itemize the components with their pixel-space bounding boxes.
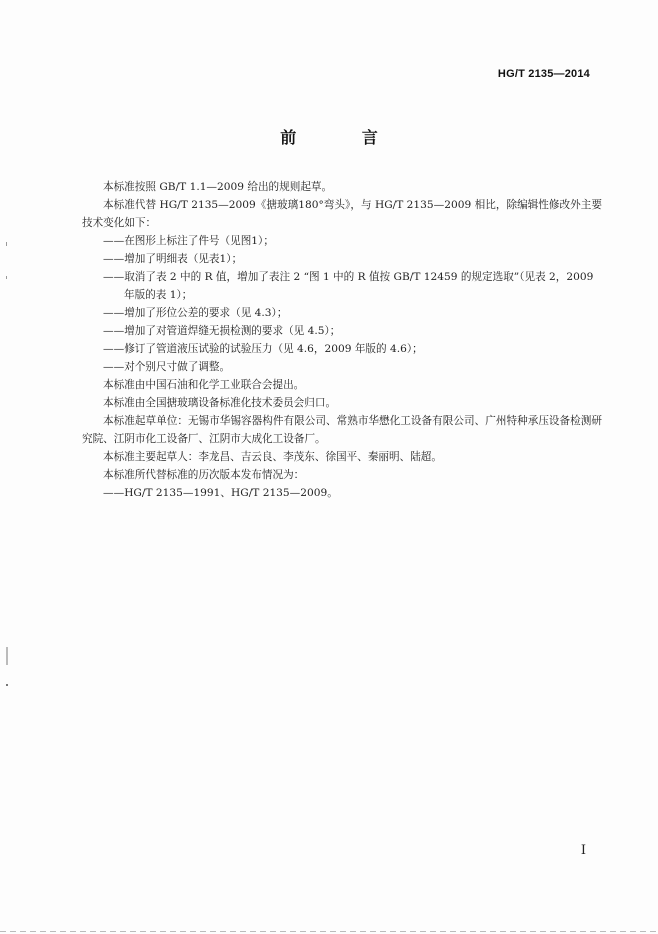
paragraph-version-history: 本标准所代替标准的历次版本发布情况为：	[103, 469, 305, 481]
history-item: ——HG/T 2135—1991、HG/T 2135—2009。	[103, 487, 338, 499]
change-item: ——增加了形位公差的要求（见 4.3）；	[103, 307, 288, 319]
paragraph-drafters: 本标准主要起草人：李龙昌、吉云良、李茂东、徐国平、秦丽明、陆超。	[103, 451, 442, 463]
standard-code: HG/T 2135—2014	[497, 68, 590, 80]
paragraph-drafting-units: 本标准起草单位：无锡市华锡容器构件有限公司、常熟市华懋化工设备有限公司、广州特种承压设备检测研究院、江阴市化工设备厂、江阴市大成化工设备厂。	[82, 415, 602, 445]
scan-artifact	[6, 242, 7, 246]
change-item: ——增加了明细表（见表1）；	[103, 253, 243, 265]
scan-artifact	[6, 684, 8, 686]
paragraph-proposed-by: 本标准由中国石油和化学工业联合会提出。	[103, 379, 305, 391]
change-item: ——增加了对管道焊缝无损检测的要求（见 4.5）；	[103, 325, 341, 337]
scan-artifact	[6, 276, 7, 279]
change-item: ——修订了管道液压试验的试验压力（见 4.6，2009 年版的 4.6）；	[103, 343, 423, 355]
change-item: ——取消了表 2 中的 R 值，增加了表注 2 “图 1 中的 R 值按 GB/T 12459 的规定选取”（见表 2，2009 年版的表 1）；	[103, 271, 594, 301]
page-bottom-edge	[0, 931, 658, 932]
scan-artifact	[6, 647, 8, 665]
change-item: ——在图形上标注了件号（见图1）；	[103, 235, 274, 247]
page-number: I	[580, 843, 586, 858]
change-item: ——对个别尺寸做了调整。	[103, 361, 231, 373]
paragraph-drafting-rules: 本标准按照 GB/T 1.1—2009 给出的规则起草。	[103, 181, 333, 193]
paragraph-under-jurisdiction: 本标准由全国搪玻璃设备标准化技术委员会归口。	[103, 397, 337, 409]
foreword-body	[82, 178, 602, 502]
page-title: 前 言	[280, 128, 408, 147]
paragraph-replacement: 本标准代替 HG/T 2135—2009《搪玻璃180°弯头》，与 HG/T 2135—2009 相比，除编辑性修改外主要技术变化如下：	[82, 199, 602, 229]
